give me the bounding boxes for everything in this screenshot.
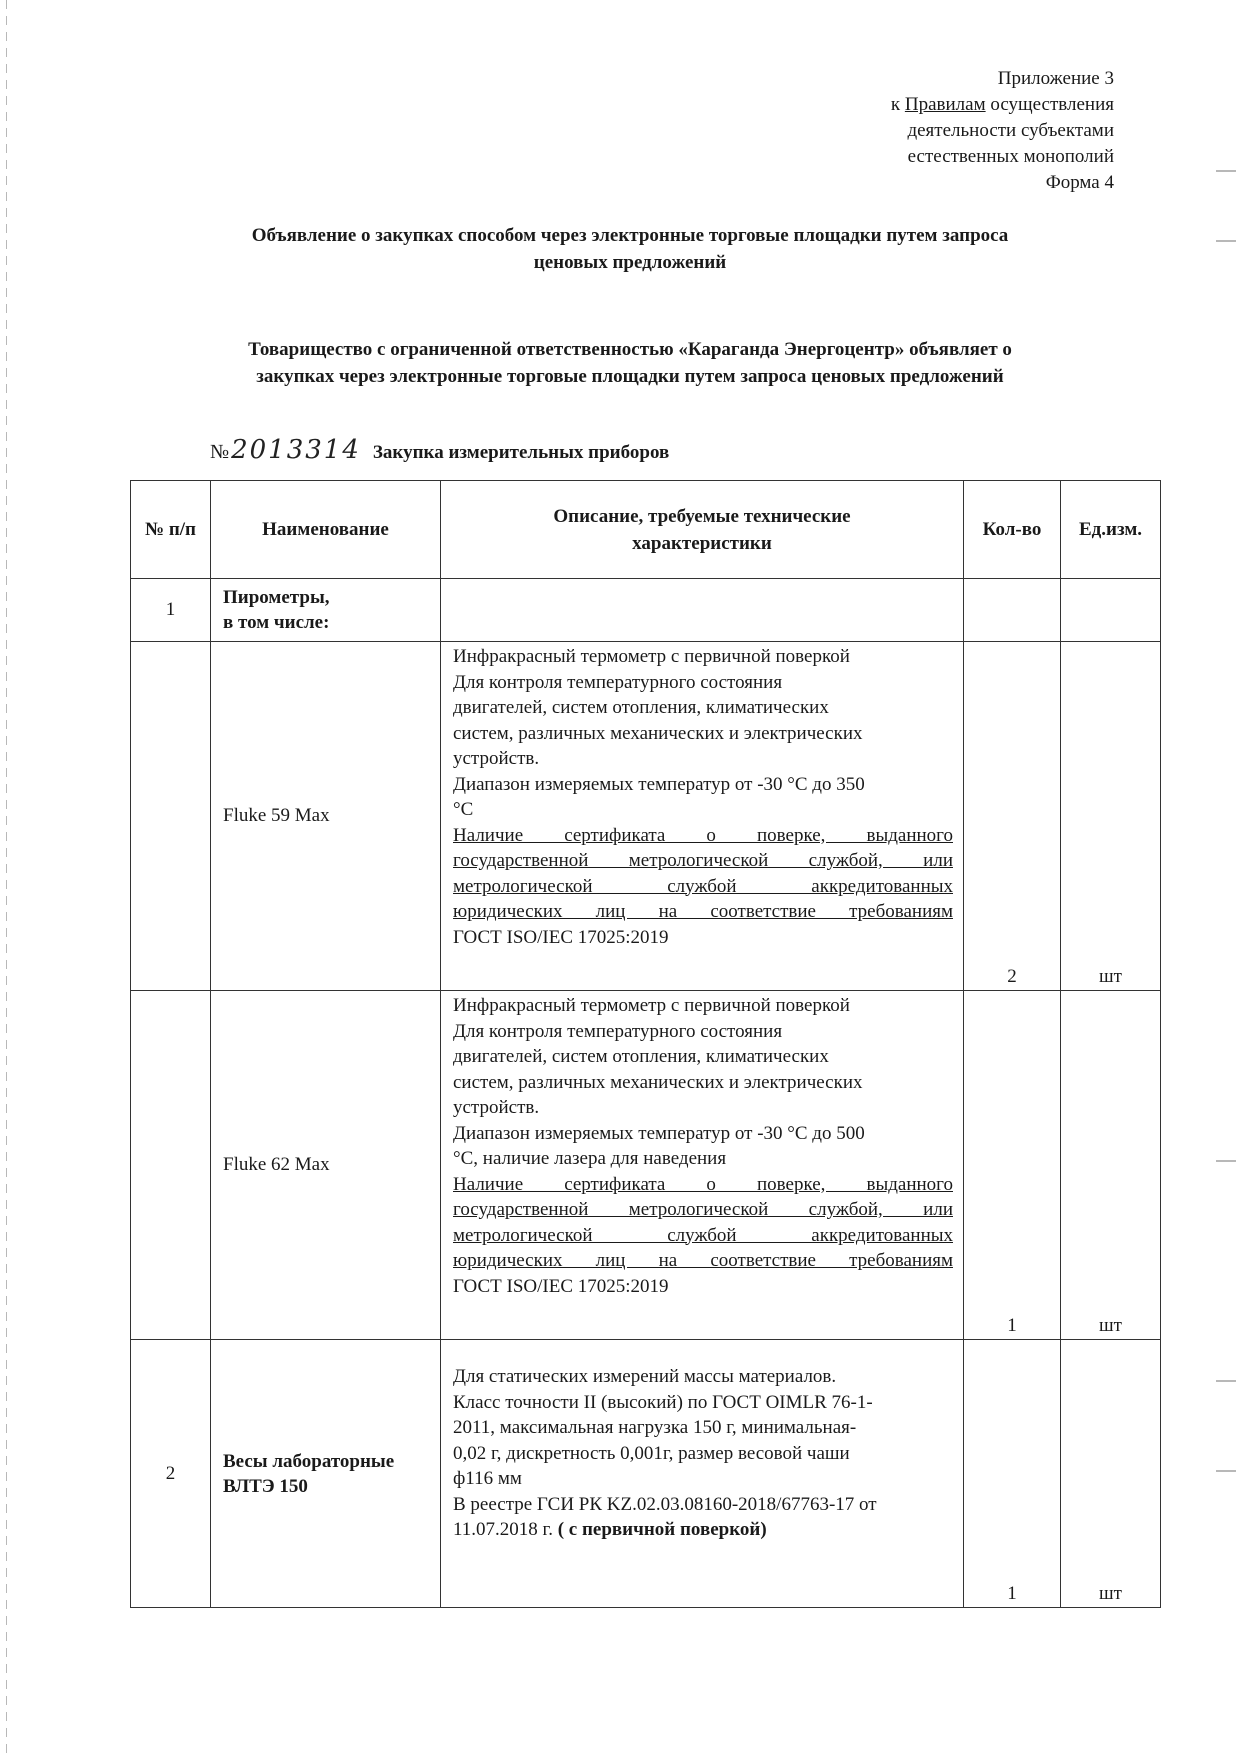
annex-line: Приложение 3 bbox=[997, 68, 1114, 89]
desc-line: В реестре ГСИ РК KZ.02.03.08160-2018/67763-17 от bbox=[453, 1493, 877, 1515]
registry-date: 11.07.2018 г. bbox=[453, 1519, 558, 1540]
row-unit: шт bbox=[1061, 1340, 1161, 1608]
table-header-row bbox=[131, 481, 1161, 579]
annex-text: к bbox=[890, 94, 905, 115]
desc-line: Для статических измерений массы материалов. bbox=[453, 1366, 837, 1387]
desc-line: двигателей, систем отопления, климатических bbox=[453, 697, 829, 718]
cert-line: государственной метрологической службой, или bbox=[453, 1199, 953, 1220]
verification-note: ( с первичной поверкой) bbox=[557, 1519, 767, 1540]
row-name bbox=[211, 579, 441, 642]
announcement-title bbox=[170, 222, 1090, 276]
row-name-line: в том числе: bbox=[223, 612, 330, 633]
table-row bbox=[131, 991, 1161, 1340]
desc-line: °C bbox=[453, 799, 474, 820]
row-num bbox=[131, 991, 211, 1340]
annex-form: Форма 4 bbox=[1045, 172, 1114, 193]
desc-line: устройств. bbox=[453, 748, 540, 769]
row-num bbox=[131, 642, 211, 991]
row-name: Fluke 62 Max bbox=[211, 991, 441, 1340]
annex-line bbox=[891, 92, 1114, 118]
lot-number-handwritten: 2013314 bbox=[231, 435, 361, 465]
annex-line: деятельности субъектами bbox=[907, 120, 1114, 141]
cert-standard: ГОСТ ISO/IEC 17025:2019 bbox=[453, 1275, 669, 1297]
desc-line: Диапазон измеряемых температур от -30 °C до 500 bbox=[453, 1122, 865, 1144]
row-name bbox=[211, 1340, 441, 1608]
items-table bbox=[130, 480, 1161, 1608]
desc-line: систем, различных механических и электрических bbox=[453, 722, 863, 744]
cert-line: государственной метрологической службой, или bbox=[453, 850, 953, 871]
header-qty: Кол-во bbox=[964, 481, 1061, 579]
annex-text: осуществления bbox=[985, 94, 1114, 115]
scan-mark bbox=[1216, 240, 1236, 242]
desc-line: ф116 мм bbox=[453, 1468, 522, 1489]
title-line: ценовых предложений bbox=[533, 252, 727, 273]
header-unit: Ед.изм. bbox=[1061, 481, 1161, 579]
annex-line: естественных монополий bbox=[907, 146, 1114, 167]
company-line: закупках через электронные торговые площадки путем запроса ценовых предложений bbox=[256, 366, 1004, 387]
desc-line: Инфракрасный термометр с первичной поверкой bbox=[453, 995, 850, 1016]
row-qty: 1 bbox=[964, 1340, 1061, 1608]
cert-line: Наличие сертификата о поверке, выданного bbox=[453, 1173, 953, 1195]
row-qty: 2 bbox=[964, 642, 1061, 991]
desc-line: систем, различных механических и электрических bbox=[453, 1071, 863, 1093]
cert-line: юридических лиц на соответствие требованиям bbox=[453, 1250, 953, 1271]
desc-line: Для контроля температурного состояния bbox=[453, 1020, 783, 1042]
desc-line: °C, наличие лазера для наведения bbox=[453, 1148, 727, 1169]
lot-line bbox=[210, 435, 669, 465]
header-desc-text: Описание, требуемые технические характеристики bbox=[553, 505, 851, 554]
desc-line: Инфракрасный термометр с первичной поверкой bbox=[453, 646, 850, 667]
desc-line: 2011, максимальная нагрузка 150 г, минимальная- bbox=[453, 1417, 857, 1438]
annex-block bbox=[891, 66, 1114, 196]
row-num: 2 bbox=[131, 1340, 211, 1608]
cert-line: юридических лиц на соответствие требованиям bbox=[453, 901, 953, 922]
scan-mark bbox=[1216, 1160, 1236, 1162]
table-row bbox=[131, 579, 1161, 642]
scan-mark bbox=[1216, 1380, 1236, 1382]
row-num: 1 bbox=[131, 579, 211, 642]
cert-line: метрологической службой аккредитованных bbox=[453, 1224, 953, 1246]
cert-standard: ГОСТ ISO/IEC 17025:2019 bbox=[453, 926, 669, 948]
row-name: Fluke 59 Max bbox=[211, 642, 441, 991]
scan-mark bbox=[1216, 1470, 1236, 1472]
header-desc bbox=[441, 481, 964, 579]
table-row bbox=[131, 642, 1161, 991]
rules-link[interactable]: Правилам bbox=[904, 94, 986, 115]
scan-mark bbox=[1216, 170, 1236, 172]
desc-line: Для контроля температурного состояния bbox=[453, 671, 783, 693]
title-line: Объявление о закупках способом через электронные торговые площадки путем запроса bbox=[251, 225, 1009, 246]
row-qty: 1 bbox=[964, 991, 1061, 1340]
scan-edge-artifact bbox=[6, 0, 7, 1754]
lot-number-sign: № bbox=[210, 441, 230, 463]
cert-line: метрологической службой аккредитованных bbox=[453, 875, 953, 897]
header-num: № п/п bbox=[131, 481, 211, 579]
row-name-line: ВЛТЭ 150 bbox=[223, 1475, 308, 1497]
desc-line: Класс точности II (высокий) по ГОСТ OIMLR 76-1- bbox=[453, 1391, 873, 1413]
row-desc bbox=[441, 991, 964, 1340]
desc-line: Диапазон измеряемых температур от -30 °C до 350 bbox=[453, 773, 865, 795]
desc-line: 0,02 г, дискретность 0,001г, размер весовой чаши bbox=[453, 1442, 850, 1464]
company-line: Товарищество с ограниченной ответственностью «Караганда Энергоцентр» объявляет о bbox=[248, 339, 1012, 360]
row-unit bbox=[1061, 579, 1161, 642]
desc-line: устройств. bbox=[453, 1097, 540, 1118]
row-unit: шт bbox=[1061, 991, 1161, 1340]
row-desc bbox=[441, 642, 964, 991]
row-unit: шт bbox=[1061, 642, 1161, 991]
row-qty bbox=[964, 579, 1061, 642]
row-name-line: Пирометры, bbox=[223, 587, 330, 608]
table-row bbox=[131, 1340, 1161, 1608]
header-name: Наименование bbox=[211, 481, 441, 579]
desc-line bbox=[453, 1517, 953, 1543]
row-desc bbox=[441, 579, 964, 642]
desc-line: двигателей, систем отопления, климатических bbox=[453, 1046, 829, 1067]
company-announcement bbox=[170, 336, 1090, 390]
row-name-line: Весы лабораторные bbox=[223, 1450, 395, 1472]
row-desc bbox=[441, 1340, 964, 1608]
lot-title: Закупка измерительных приборов bbox=[372, 442, 670, 463]
cert-line: Наличие сертификата о поверке, выданного bbox=[453, 824, 953, 846]
